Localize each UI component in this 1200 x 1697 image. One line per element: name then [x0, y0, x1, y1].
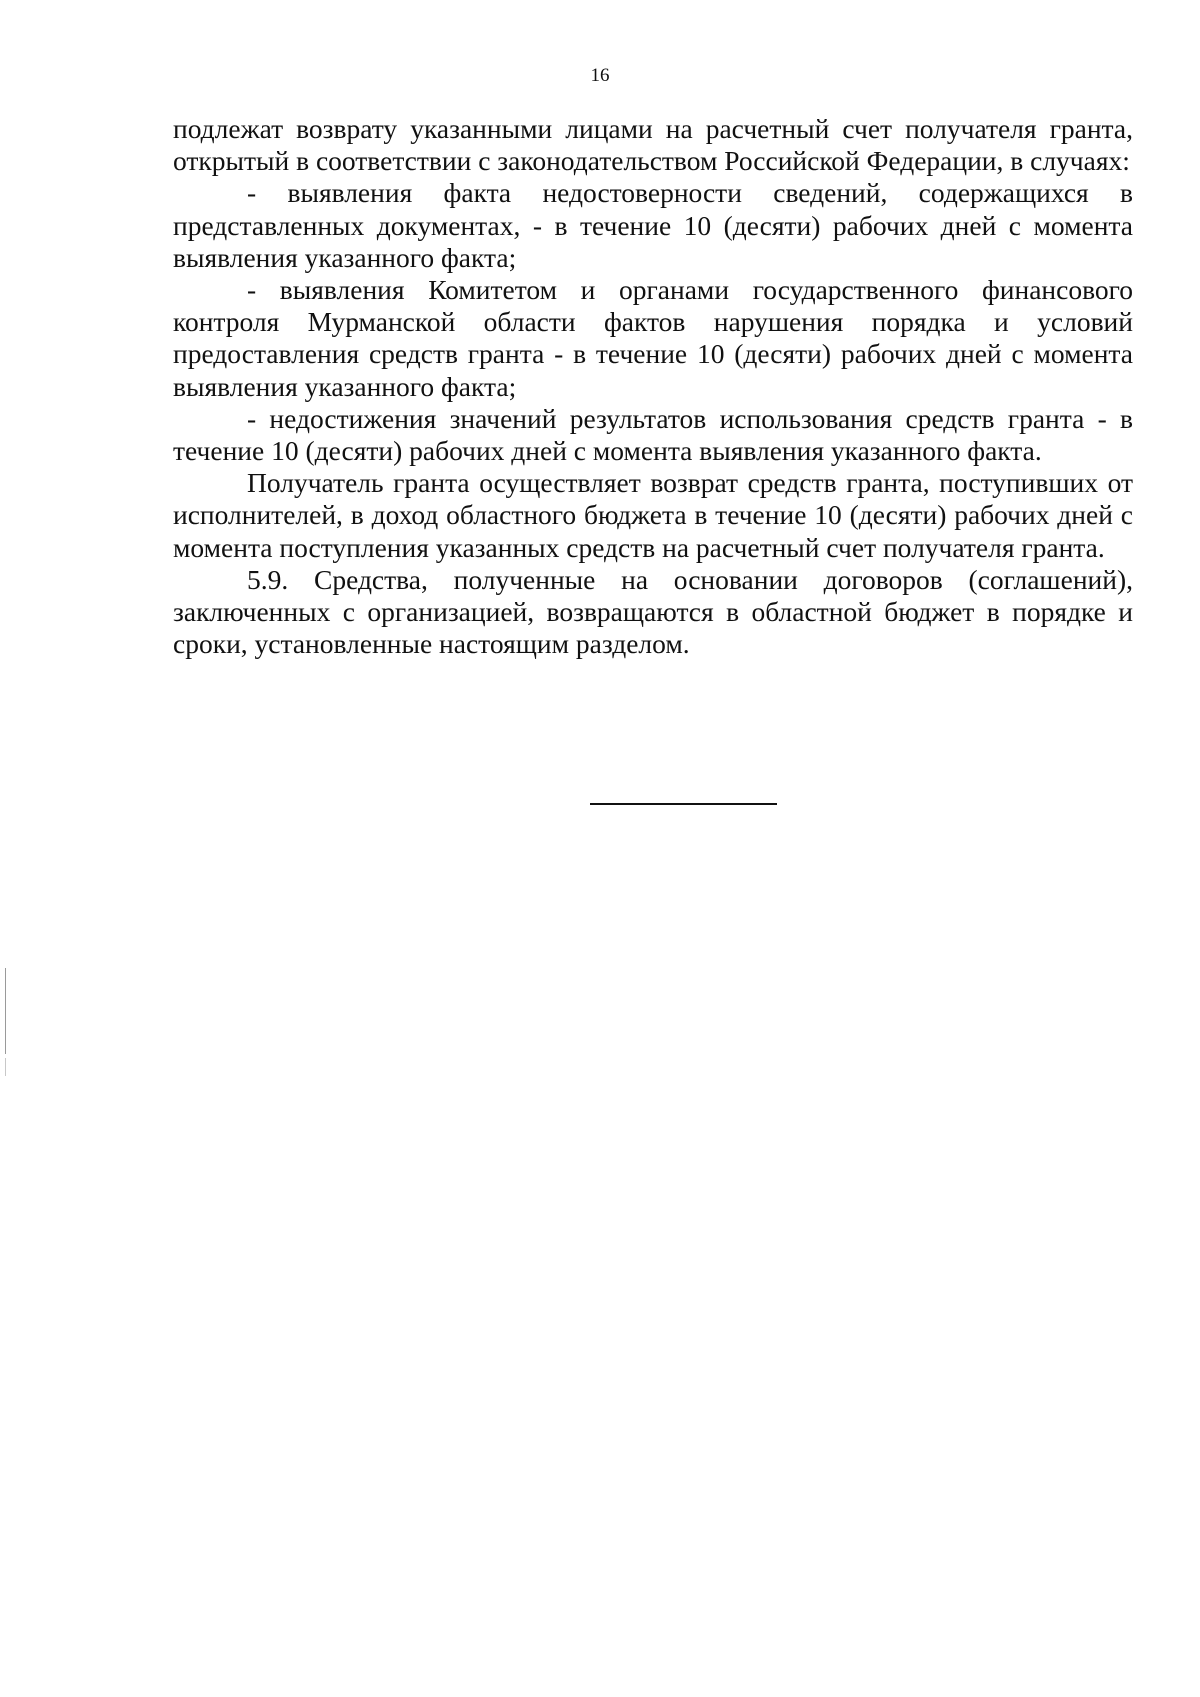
end-of-section-rule	[590, 803, 777, 805]
paragraph-continuation: подлежат возврату указанными лицами на расчетный счет получателя гранта, открытый в соответствии с законодательством Российской Федерации, в случаях:	[173, 113, 1133, 177]
list-item-control-violations: - выявления Комитетом и органами государственного финансового контроля Мурманской области фактов нарушения порядка и условий предоставления средств гранта - в течение 10 (десяти) рабочих дней с момента выявления указанного факта;	[173, 274, 1133, 402]
paragraph-section-5-9: 5.9. Средства, полученные на основании договоров (соглашений), заключенных с организацией, возвращаются в областной бюджет в порядке и сроки, установленные настоящим разделом.	[173, 563, 1133, 660]
page-number: 16	[590, 65, 610, 86]
list-item-results-not-achieved: - недостижения значений результатов использования средств гранта - в течение 10 (десяти) рабочих дней с момента выявления указанного факта.	[173, 402, 1133, 467]
scan-edge-mark	[5, 1058, 6, 1076]
scan-edge-mark	[5, 968, 6, 1054]
document-body	[173, 113, 1133, 660]
paragraph-grant-refund: Получатель гранта осуществляет возврат средств гранта, поступивших от исполнителей, в доход областного бюджета в течение 10 (десяти) рабочих дней с момента поступления указанных средств на расчетный счет получателя гранта.	[173, 467, 1133, 563]
list-item-false-information: - выявления факта недостоверности сведений, содержащихся в представленных документах, - в течение 10 (десяти) рабочих дней с момента выявления указанного факта;	[173, 177, 1133, 273]
